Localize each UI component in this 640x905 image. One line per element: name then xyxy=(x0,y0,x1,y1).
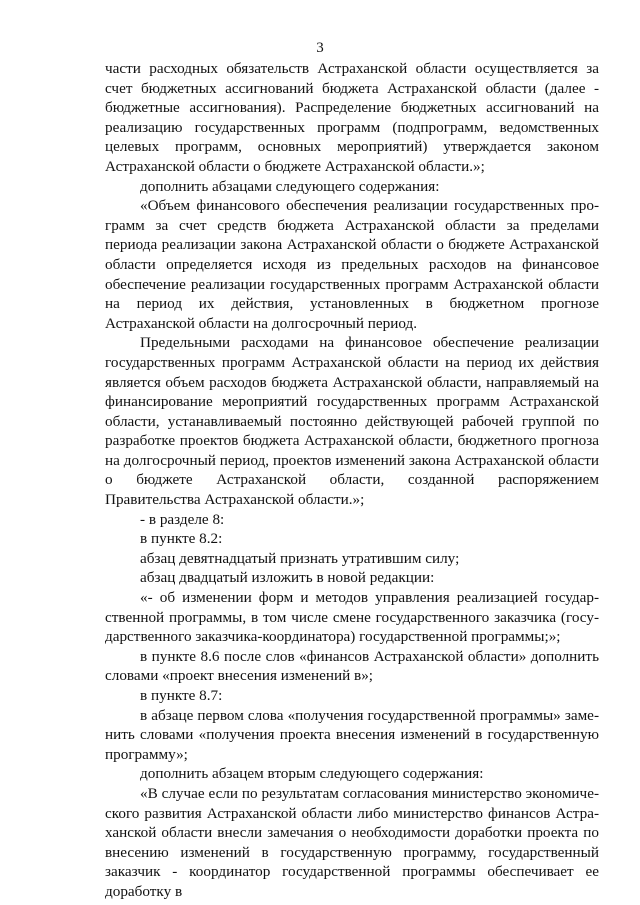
paragraph-add-second-clause: дополнить абзацем вторым следующего содержания: xyxy=(140,765,484,783)
paragraph-point-8-6: в пункте 8.6 после слов «финансов Астраханской области» дополнить словами «проект внесения изменений в»; xyxy=(105,647,599,685)
paragraph-add-clauses: дополнить абзацами следующего содержания: xyxy=(140,177,440,195)
paragraph-twentieth-clause: абзац двадцатый изложить в новой редакции: xyxy=(140,569,435,587)
paragraph-change-forms: «- об изменении форм и методов управления реализацией государственной программы, в том числе смене государственного заказчика (государственного заказчика-координатора) государственной программы;»; xyxy=(105,589,599,646)
paragraph-budget-allocation: части расходных обязательств Астраханской области осуществляется за счет бюджетных ассигнований бюджета Астраханской области (далее - бюджетные ассигнования). Распределение бюджетных ассигнований на реализацию государственных программ (подпрограмм, ведомственных целевых программ, основных мероприятий) утверждается законом Астраханской области о бюджете Астраханской области.»; xyxy=(105,60,599,175)
paragraph-approval-remarks: «В случае если по результатам согласования министерство экономического развития Астраханской области либо министерство финансов Астраханской области внесли замечания о необходимости доработки проекта по внесению изменений в государственную программу, государственный заказчик - координатор государственной программы обеспечивает ее доработку в xyxy=(105,784,599,900)
paragraph-limit-expenses: Предельными расходами на финансовое обеспечение реализации государственных программ Астраханской области на период их действия является объем расходов бюджета Астраханской области, направляемый на финансирование мероприятий государственных программ Астраханской области, устанавливаемый постоянно действующей рабочей группой по разработке проектов бюджета Астраханской области, бюджетного прогноза на долгосрочный период, проектов изменений закона Астраханской области о бюджете Астраханской области, созданной распоряжением Правительства Астраханской области.»; xyxy=(105,334,599,509)
paragraph-point-8-2: в пункте 8.2: xyxy=(140,530,223,548)
paragraph-financing-volume: «Объем финансового обеспечения реализации государственных программ за счет средств бюджета Астраханской области за пределами периода реализации закона Астраханской области о бюджете Астраханской области определяется исходя из предельных расходов на финансовое обеспечение реализации государственных программ Астраханской области на период их действия, установленных в бюджетном прогнозе Астраханской области на долгосрочный период. xyxy=(105,197,599,332)
paragraph-section-8: - в разделе 8: xyxy=(140,510,225,528)
paragraph-nineteenth-clause: абзац девятнадцатый признать утратившим силу; xyxy=(140,549,460,567)
paragraph-point-8-7: в пункте 8.7: xyxy=(140,687,223,704)
paragraph-first-clause-replace: в абзаце первом слова «получения государственной программы» заменить словами «получения проекта внесения изменений в государственную программу»; xyxy=(105,706,599,763)
document-body xyxy=(105,59,599,902)
page-number: 3 xyxy=(316,40,324,56)
